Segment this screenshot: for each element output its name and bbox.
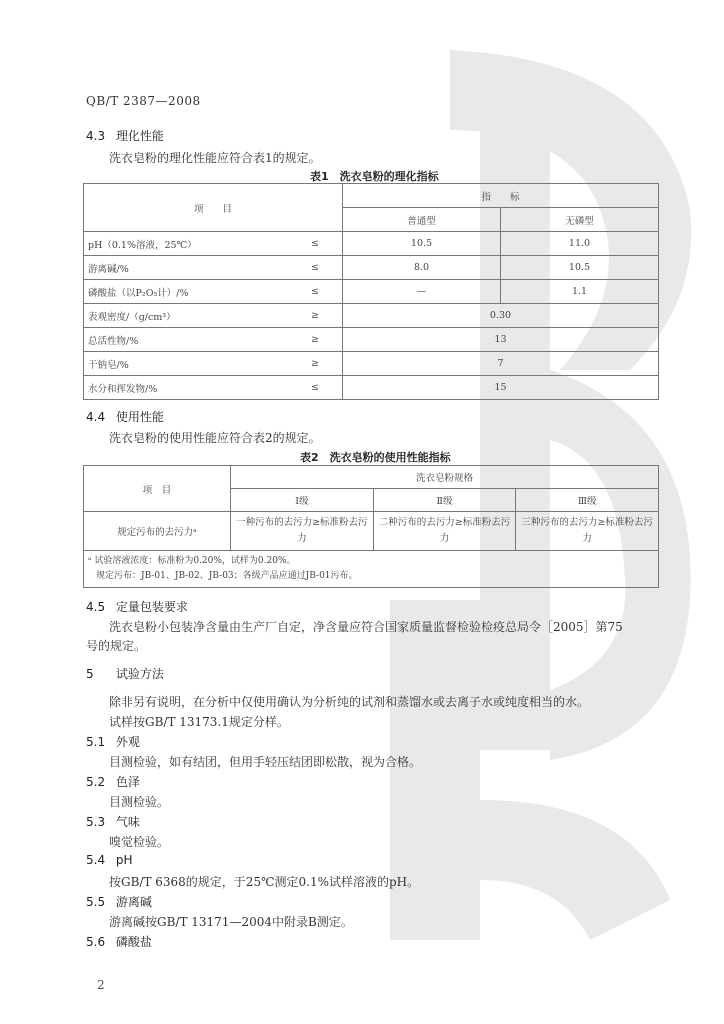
table2-header-grade2: Ⅱ级 xyxy=(373,489,516,512)
section-text-5-line2: 试样按GB/T 13173.1规定分样。 xyxy=(109,715,289,729)
section-heading-5-4 xyxy=(86,853,132,867)
table-row xyxy=(84,376,659,400)
table1-row-op: ≤ xyxy=(288,376,343,400)
section-heading-5-1 xyxy=(86,733,140,750)
table2 xyxy=(83,465,659,588)
section-heading-5-5 xyxy=(86,893,152,910)
table1-value-normal: — xyxy=(343,280,501,304)
table-row xyxy=(84,328,659,352)
section-text-4-5-line1: 洗衣皂粉小包装净含量由生产厂自定，净含量应符合国家质量监督检验检疫总局令［2005］第75 xyxy=(109,620,623,634)
table1-row-op: ≥ xyxy=(288,328,343,352)
section-title: 定量包装要求 xyxy=(115,600,188,614)
table2-header-item: 项 目 xyxy=(84,466,231,512)
section-number: 5.2 xyxy=(86,775,106,789)
section-text-4-5-line2: 号的规定。 xyxy=(86,639,147,653)
table2-value-grade2: 二种污布的去污力≥标准粉去污力 xyxy=(373,512,516,551)
table2-footnote xyxy=(84,551,659,588)
table-row xyxy=(84,232,659,256)
table1-header-item: 项 目 xyxy=(84,184,343,232)
table1-value-normal: 8.0 xyxy=(343,256,501,280)
table1-header-normal: 普通型 xyxy=(343,208,501,232)
section-number: 4.3 xyxy=(86,129,106,143)
table-row xyxy=(84,256,659,280)
section-title: 外观 xyxy=(115,735,140,749)
table2-header-spec: 洗衣皂粉规格 xyxy=(231,466,659,489)
table1-row-name: pH（0.1%溶液，25℃） xyxy=(84,232,289,256)
section-text-5-5: 游离碱按GB/T 13171—2004中附录B测定。 xyxy=(109,915,353,929)
table-row xyxy=(84,280,659,304)
table1-value-merged: 15 xyxy=(343,376,659,400)
table2-header-grade1: Ⅰ级 xyxy=(231,489,374,512)
table1-row-op: ≥ xyxy=(288,352,343,376)
table2-row-name: 规定污布的去污力ᵃ xyxy=(84,512,231,551)
section-title: 理化性能 xyxy=(115,129,164,143)
section-text-5-3: 嗅觉检验。 xyxy=(109,835,170,849)
section-title: 游离碱 xyxy=(115,895,152,909)
table-row xyxy=(84,304,659,328)
section-heading-4-4 xyxy=(86,408,164,425)
section-text-4-4: 洗衣皂粉的使用性能应符合表2的规定。 xyxy=(109,431,321,445)
section-title: 色泽 xyxy=(115,775,140,789)
section-text-5-2: 目测检验。 xyxy=(109,795,170,809)
section-heading-5 xyxy=(86,665,164,682)
table2-value-grade3: 三种污布的去污力≥标准粉去污力 xyxy=(516,512,659,551)
table1-value-normal: 10.5 xyxy=(343,232,501,256)
section-number: 5.3 xyxy=(86,815,106,829)
section-title: 气味 xyxy=(115,815,140,829)
section-title: 磷酸盐 xyxy=(115,935,152,949)
table1-row-op: ≤ xyxy=(288,256,343,280)
section-heading-4-3 xyxy=(86,127,164,144)
section-title: 试验方法 xyxy=(115,667,164,681)
section-title: pH xyxy=(115,853,133,867)
table1-row-name: 水分和挥发物/% xyxy=(84,376,289,400)
table1-row-name: 干钠皂/% xyxy=(84,352,289,376)
section-text-5-1: 目测检验，如有结团，但用手轻压结团即松散，视为合格。 xyxy=(109,755,422,769)
section-heading-5-2 xyxy=(86,773,140,790)
section-heading-5-6 xyxy=(86,933,152,950)
table2-footnote-line1: ᵃ 试验溶液浓度：标准粉为0.20%，试样为0.20%。 xyxy=(88,556,296,566)
table1-row-name: 总活性物/% xyxy=(84,328,289,352)
table2-header-grade3: Ⅲ级 xyxy=(516,489,659,512)
table1-row-op: ≥ xyxy=(288,304,343,328)
section-number: 4.5 xyxy=(86,600,106,614)
section-number: 5.5 xyxy=(86,895,106,909)
section-text-4-3: 洗衣皂粉的理化性能应符合表1的规定。 xyxy=(109,151,321,165)
table1-row-op: ≤ xyxy=(288,232,343,256)
table1-header-index: 指 标 xyxy=(343,184,659,208)
table1-caption: 表1 洗衣皂粉的理化指标 xyxy=(310,170,439,183)
table2-caption: 表2 洗衣皂粉的使用性能指标 xyxy=(300,451,451,464)
section-heading-5-3 xyxy=(86,813,140,830)
table1-value-nophos: 11.0 xyxy=(501,232,659,256)
table1-header-nophos: 无磷型 xyxy=(501,208,659,232)
standard-code: QB/T 2387—2008 xyxy=(86,94,201,108)
table1-row-name: 磷酸盐（以P₂O₅计）/% xyxy=(84,280,289,304)
page-number: 2 xyxy=(97,978,105,992)
table1-value-nophos: 1.1 xyxy=(501,280,659,304)
table2-footnote-line2: 规定污布：JB-01、JB-02、JB-03；各级产品应通过JB-01污布。 xyxy=(96,571,358,581)
section-number: 5.4 xyxy=(86,853,106,867)
table1-row-op: ≤ xyxy=(288,280,343,304)
section-title: 使用性能 xyxy=(115,410,164,424)
section-number: 5.6 xyxy=(86,935,106,949)
table1-value-nophos: 10.5 xyxy=(501,256,659,280)
section-text-5-4: 按GB/T 6368的规定，于25℃测定0.1%试样溶液的pH。 xyxy=(109,875,420,889)
section-heading-4-5 xyxy=(86,598,188,615)
table-row xyxy=(84,352,659,376)
section-text-5-line1: 除非另有说明，在分析中仅使用确认为分析纯的试剂和蒸馏水或去离子水或纯度相当的水。 xyxy=(109,695,590,709)
table2-value-grade1: 一种污布的去污力≥标准粉去污力 xyxy=(231,512,374,551)
section-number: 5 xyxy=(86,667,94,681)
table1-value-merged: 0.30 xyxy=(343,304,659,328)
table1 xyxy=(83,183,659,400)
section-number: 5.1 xyxy=(86,735,106,749)
table1-value-merged: 13 xyxy=(343,328,659,352)
table1-row-name: 游离碱/% xyxy=(84,256,289,280)
section-number: 4.4 xyxy=(86,410,106,424)
table1-value-merged: 7 xyxy=(343,352,659,376)
table1-row-name: 表观密度/（g/cm³） xyxy=(84,304,289,328)
table-row xyxy=(84,512,659,551)
